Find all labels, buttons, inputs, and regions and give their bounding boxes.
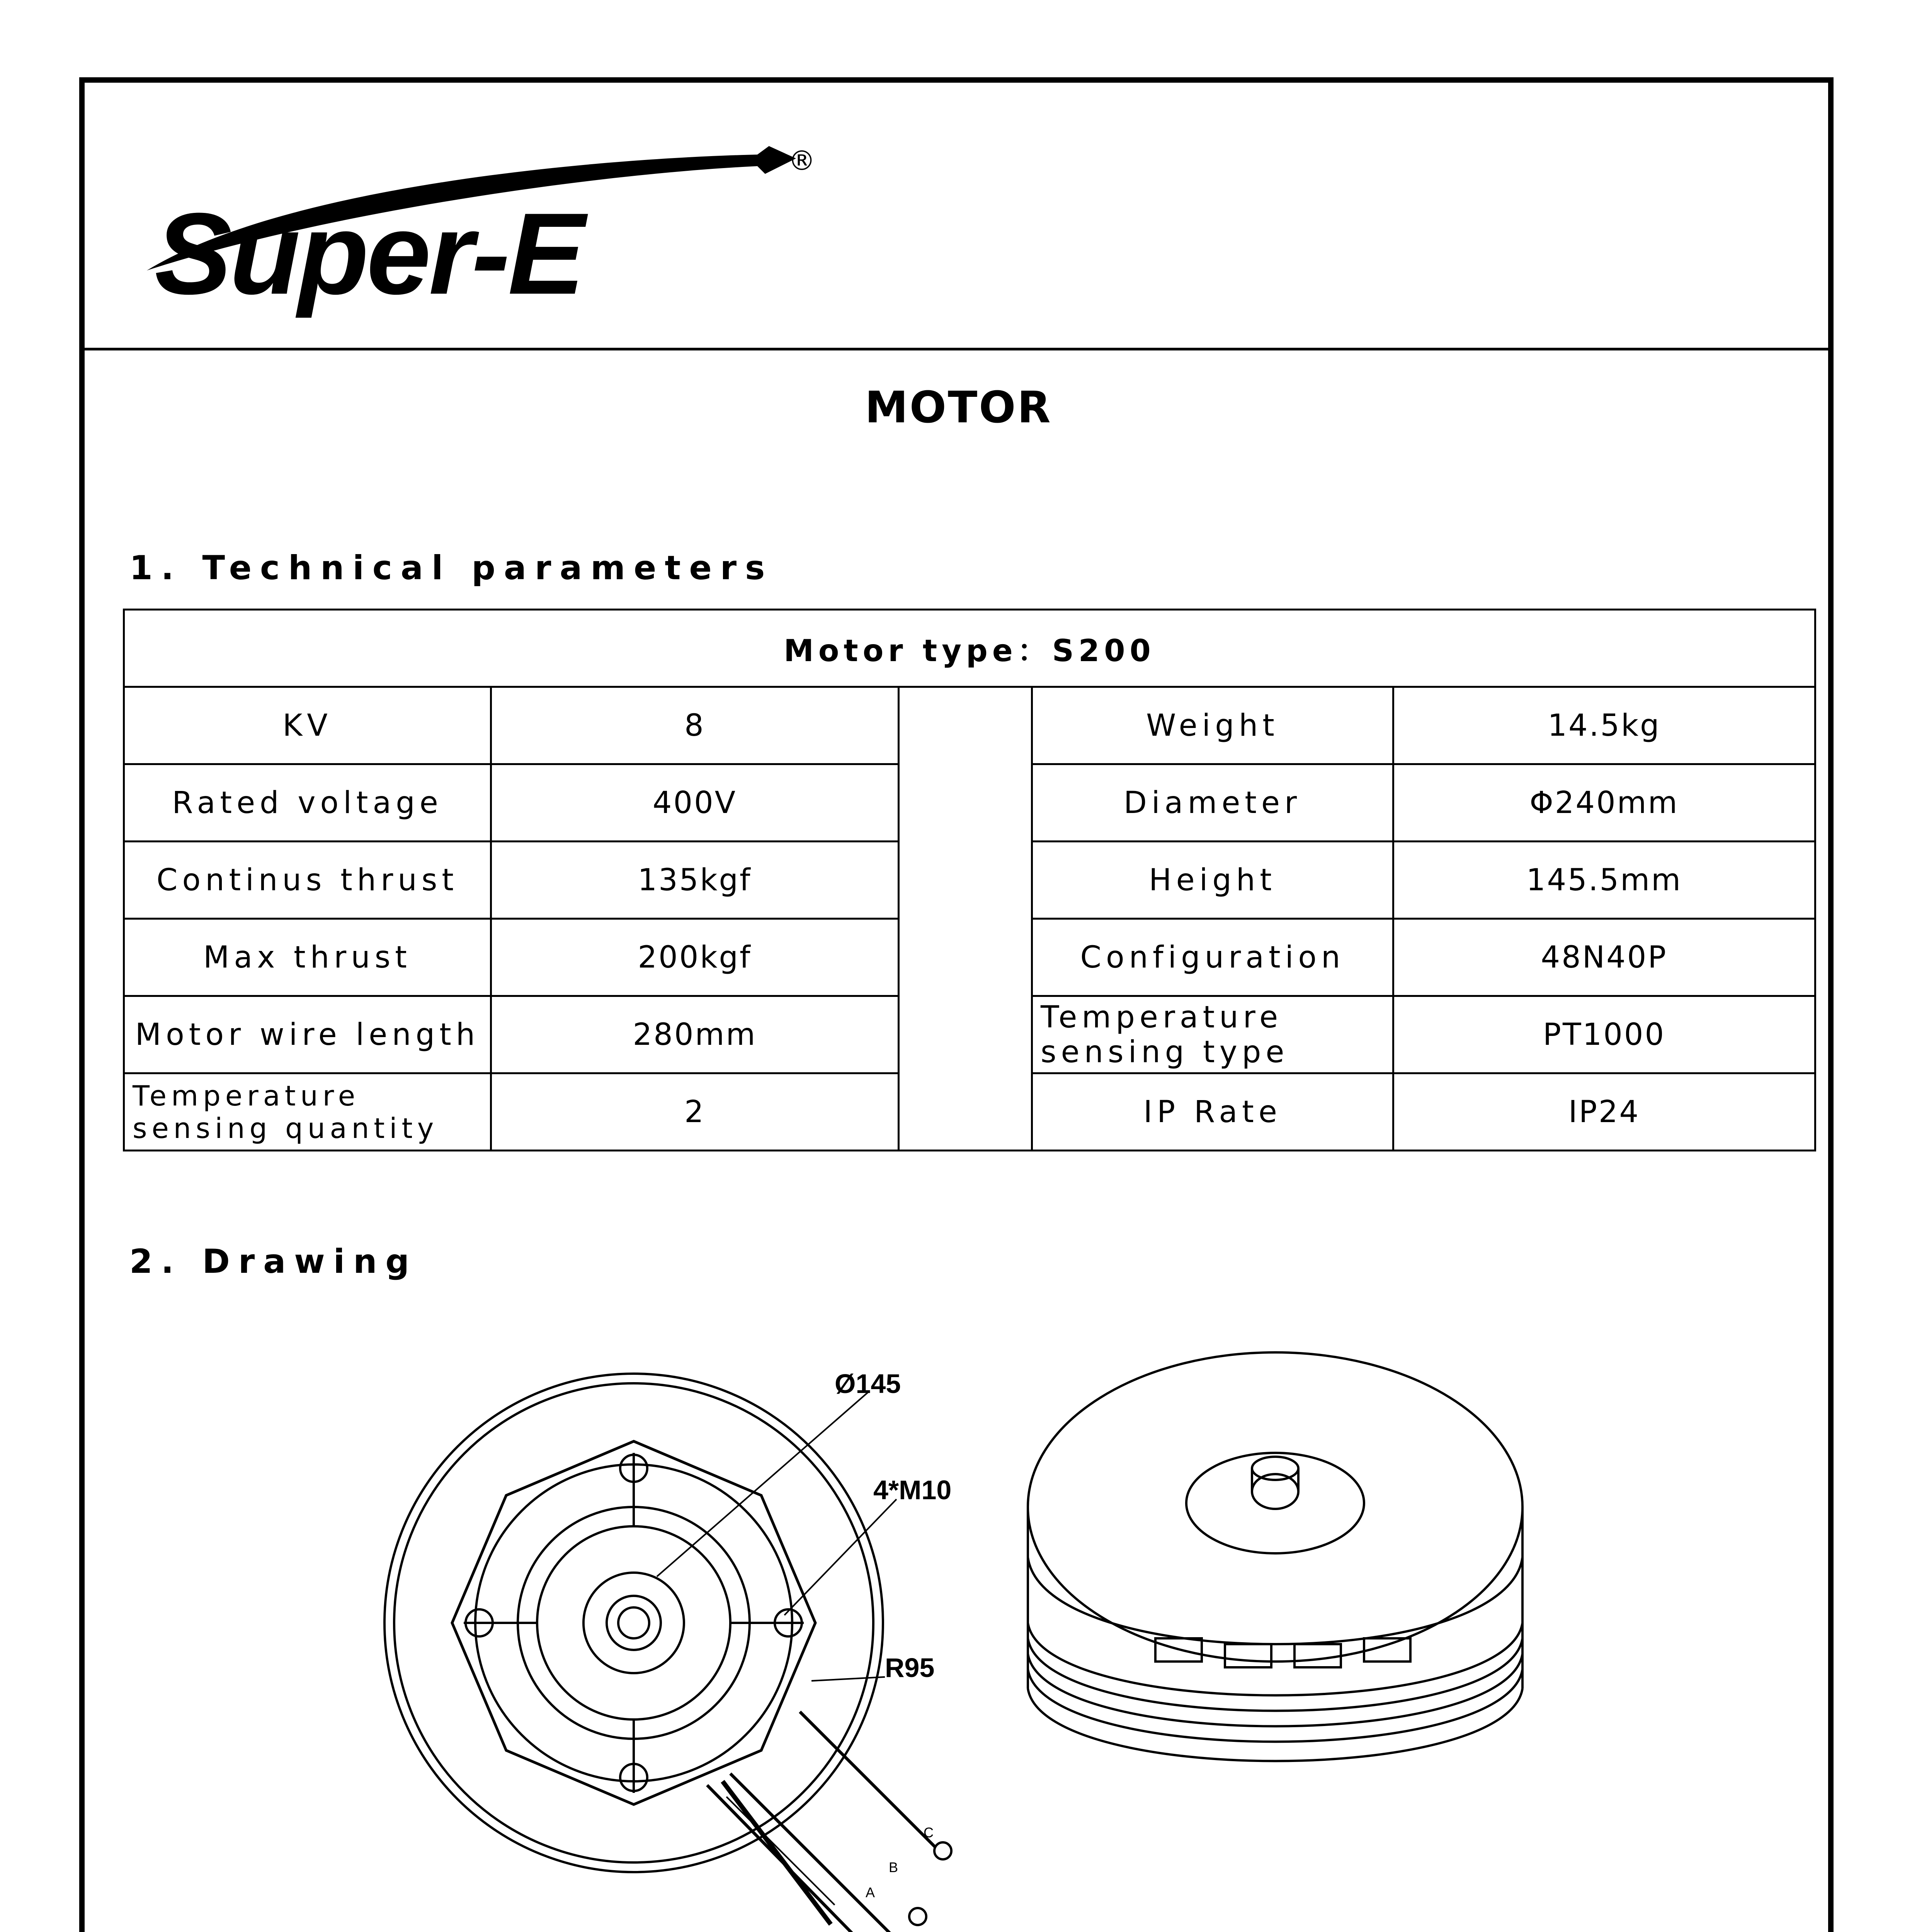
section-drawing-heading: 2. Drawing [129, 1242, 418, 1281]
param-value: 145.5mm [1393, 842, 1815, 919]
param-label: Configuration [1032, 919, 1393, 996]
param-label: Max thrust [124, 919, 491, 996]
param-label: Weight [1032, 687, 1393, 764]
page-title: MOTOR [865, 383, 1052, 433]
parameters-table [123, 609, 1816, 1151]
header-divider [79, 348, 1834, 350]
param-value: 280mm [491, 996, 899, 1073]
dim-r95: R95 [885, 1653, 935, 1683]
param-label: Height [1032, 842, 1393, 919]
param-value: IP24 [1393, 1073, 1815, 1151]
motor-type-cell: Motor type：S200 [124, 610, 1815, 687]
param-value: 8 [491, 687, 899, 764]
param-value: 14.5kg [1393, 687, 1815, 764]
logo-text [155, 189, 589, 319]
dim-m10: 4*M10 [873, 1475, 952, 1505]
table-spacer-cell [899, 687, 1032, 1151]
dim-d145: Ø145 [835, 1369, 901, 1399]
param-label: Continus thrust [124, 842, 491, 919]
param-label: Temperature sensing type [1032, 996, 1393, 1073]
param-value: 400V [491, 764, 899, 842]
wire-label-c: C [924, 1825, 934, 1840]
svg-text:Super-E: Super-E [155, 189, 583, 318]
param-value: 2 [491, 1073, 899, 1151]
param-value: 135kgf [491, 842, 899, 919]
super-e-logo [131, 128, 827, 328]
wire-label-b: B [889, 1859, 898, 1875]
param-label: KV [124, 687, 491, 764]
param-value: PT1000 [1393, 996, 1815, 1073]
param-value: Φ240mm [1393, 764, 1815, 842]
param-label: Temperature sensing quantity [124, 1073, 491, 1151]
param-label: Motor wire length [124, 996, 491, 1073]
table-row [124, 687, 1815, 764]
param-label: Rated voltage [124, 764, 491, 842]
param-label: Diameter [1032, 764, 1393, 842]
param-label: IP Rate [1032, 1073, 1393, 1151]
param-value: 48N40P [1393, 919, 1815, 996]
table-header-row [124, 610, 1815, 687]
section-technical-heading: 1. Technical parameters [129, 549, 774, 587]
wire-label-a: A [866, 1884, 875, 1900]
registered-mark: ® [788, 145, 815, 177]
param-value: 200kgf [491, 919, 899, 996]
